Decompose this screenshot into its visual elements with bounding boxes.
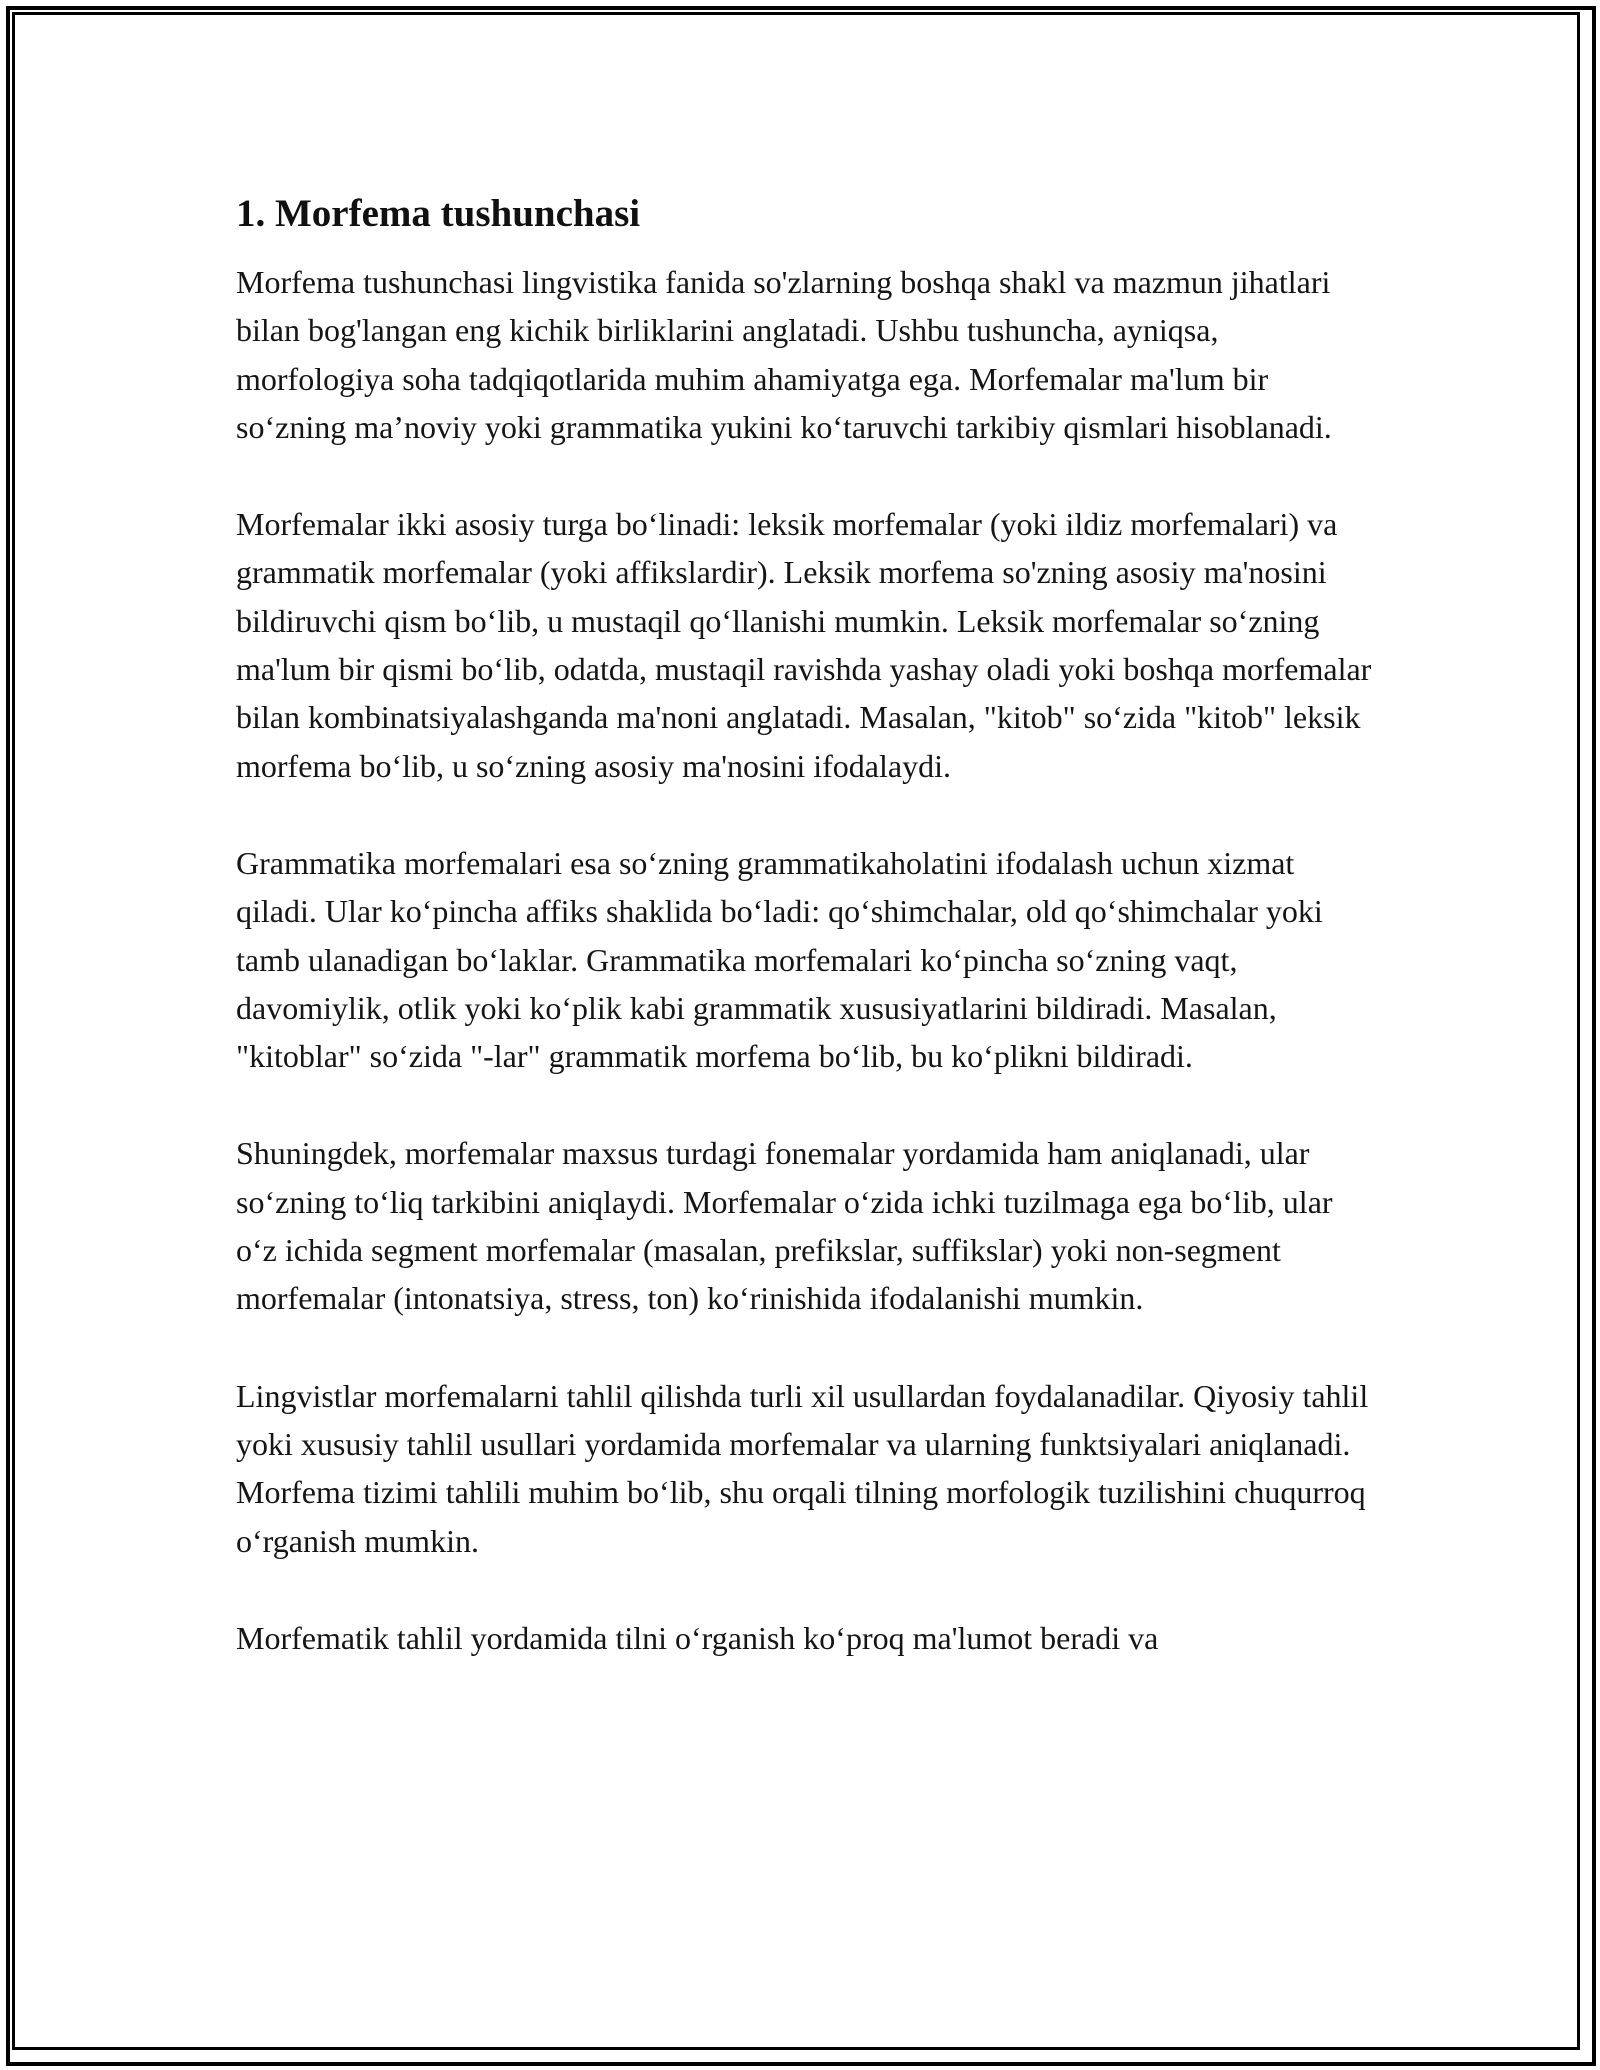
paragraph-3: Grammatika morfemalari esa so‘zning grammatikaholatini ifodalash uchun xizmat qiladi. Ular ko‘pincha affiks shaklida bo‘ladi: qo‘shimchalar, old qo‘shimchalar yoki tamb ulanadigan bo‘laklar. Grammatika morfemalari ko‘pincha so‘zning vaqt, davomiylik, otlik yoki ko‘plik kabi grammatik xususiyatlarini bildiradi. Masalan, "kitoblar" so‘zida "-lar" grammatik morfema bo‘lib, bu ko‘plikni bildiradi.	[236, 844, 1323, 1075]
paragraph-5: Lingvistlar morfemalarni tahlil qilishda turli xil usullardan foydalanadilar. Qiyosiy tahlil yoki xususiy tahlil usullari yordamida morfemalar va ularning funktsiyalari aniqlanadi. Morfema tizimi tahlili muhim bo‘lib, shu orqali tilning morfologik tuzilishini chuqurroq o‘rganish mumkin.	[236, 1377, 1369, 1559]
section-heading: 1. Morfema tushunchasi	[236, 192, 641, 235]
paragraph-1: Morfema tushunchasi lingvistika fanida so'zlarning boshqa shakl va mazmun jihatlari bilan bog'langan eng kichik birliklarini anglatadi. Ushbu tushuncha, ayniqsa, morfologiya soha tadqiqotlarida muhim ahamiyatga ega. Morfemalar ma'lum bir so‘zning ma’noviy yoki grammatika yukini ko‘taruvchi tarkibiy qismlari hisoblanadi.	[236, 264, 1332, 445]
paragraph-2: Morfemalar ikki asosiy turga bo‘linadi: leksik morfemalar (yoki ildiz morfemalari) va grammatik morfemalar (yoki affikslardir). Leksik morfema so'zning asosiy ma'nosini bildiruvchi qism bo‘lib, u mustaqil qo‘llanishi mumkin. Leksik morfemalar so‘zning ma'lum bir qismi bo‘lib, odatda, mustaqil ravishda yashay oladi yoki boshqa morfemalar bilan kombinatsiyalashganda ma'noni anglatadi. Masalan, "kitob" so‘zida "kitob" leksik morfema bo‘lib, u so‘zning asosiy ma'nosini ifodalaydi.	[236, 506, 1372, 784]
paragraph-6: Morfematik tahlil yordamida tilni o‘rganish ko‘proq ma'lumot beradi va	[236, 1619, 1159, 1656]
document-body	[236, 188, 1381, 1711]
paragraph-4: Shuningdek, morfemalar maxsus turdagi fonemalar yordamida ham aniqlanadi, ular so‘zning to‘liq tarkibini aniqlaydi. Morfemalar o‘zida ichki tuzilmaga ega bo‘lib, ular o‘z ichida segment morfemalar (masalan, prefikslar, suffikslar) yoki non-segment morfemalar (intonatsiya, stress, ton) ko‘rinishida ifodalanishi mumkin.	[236, 1135, 1333, 1317]
